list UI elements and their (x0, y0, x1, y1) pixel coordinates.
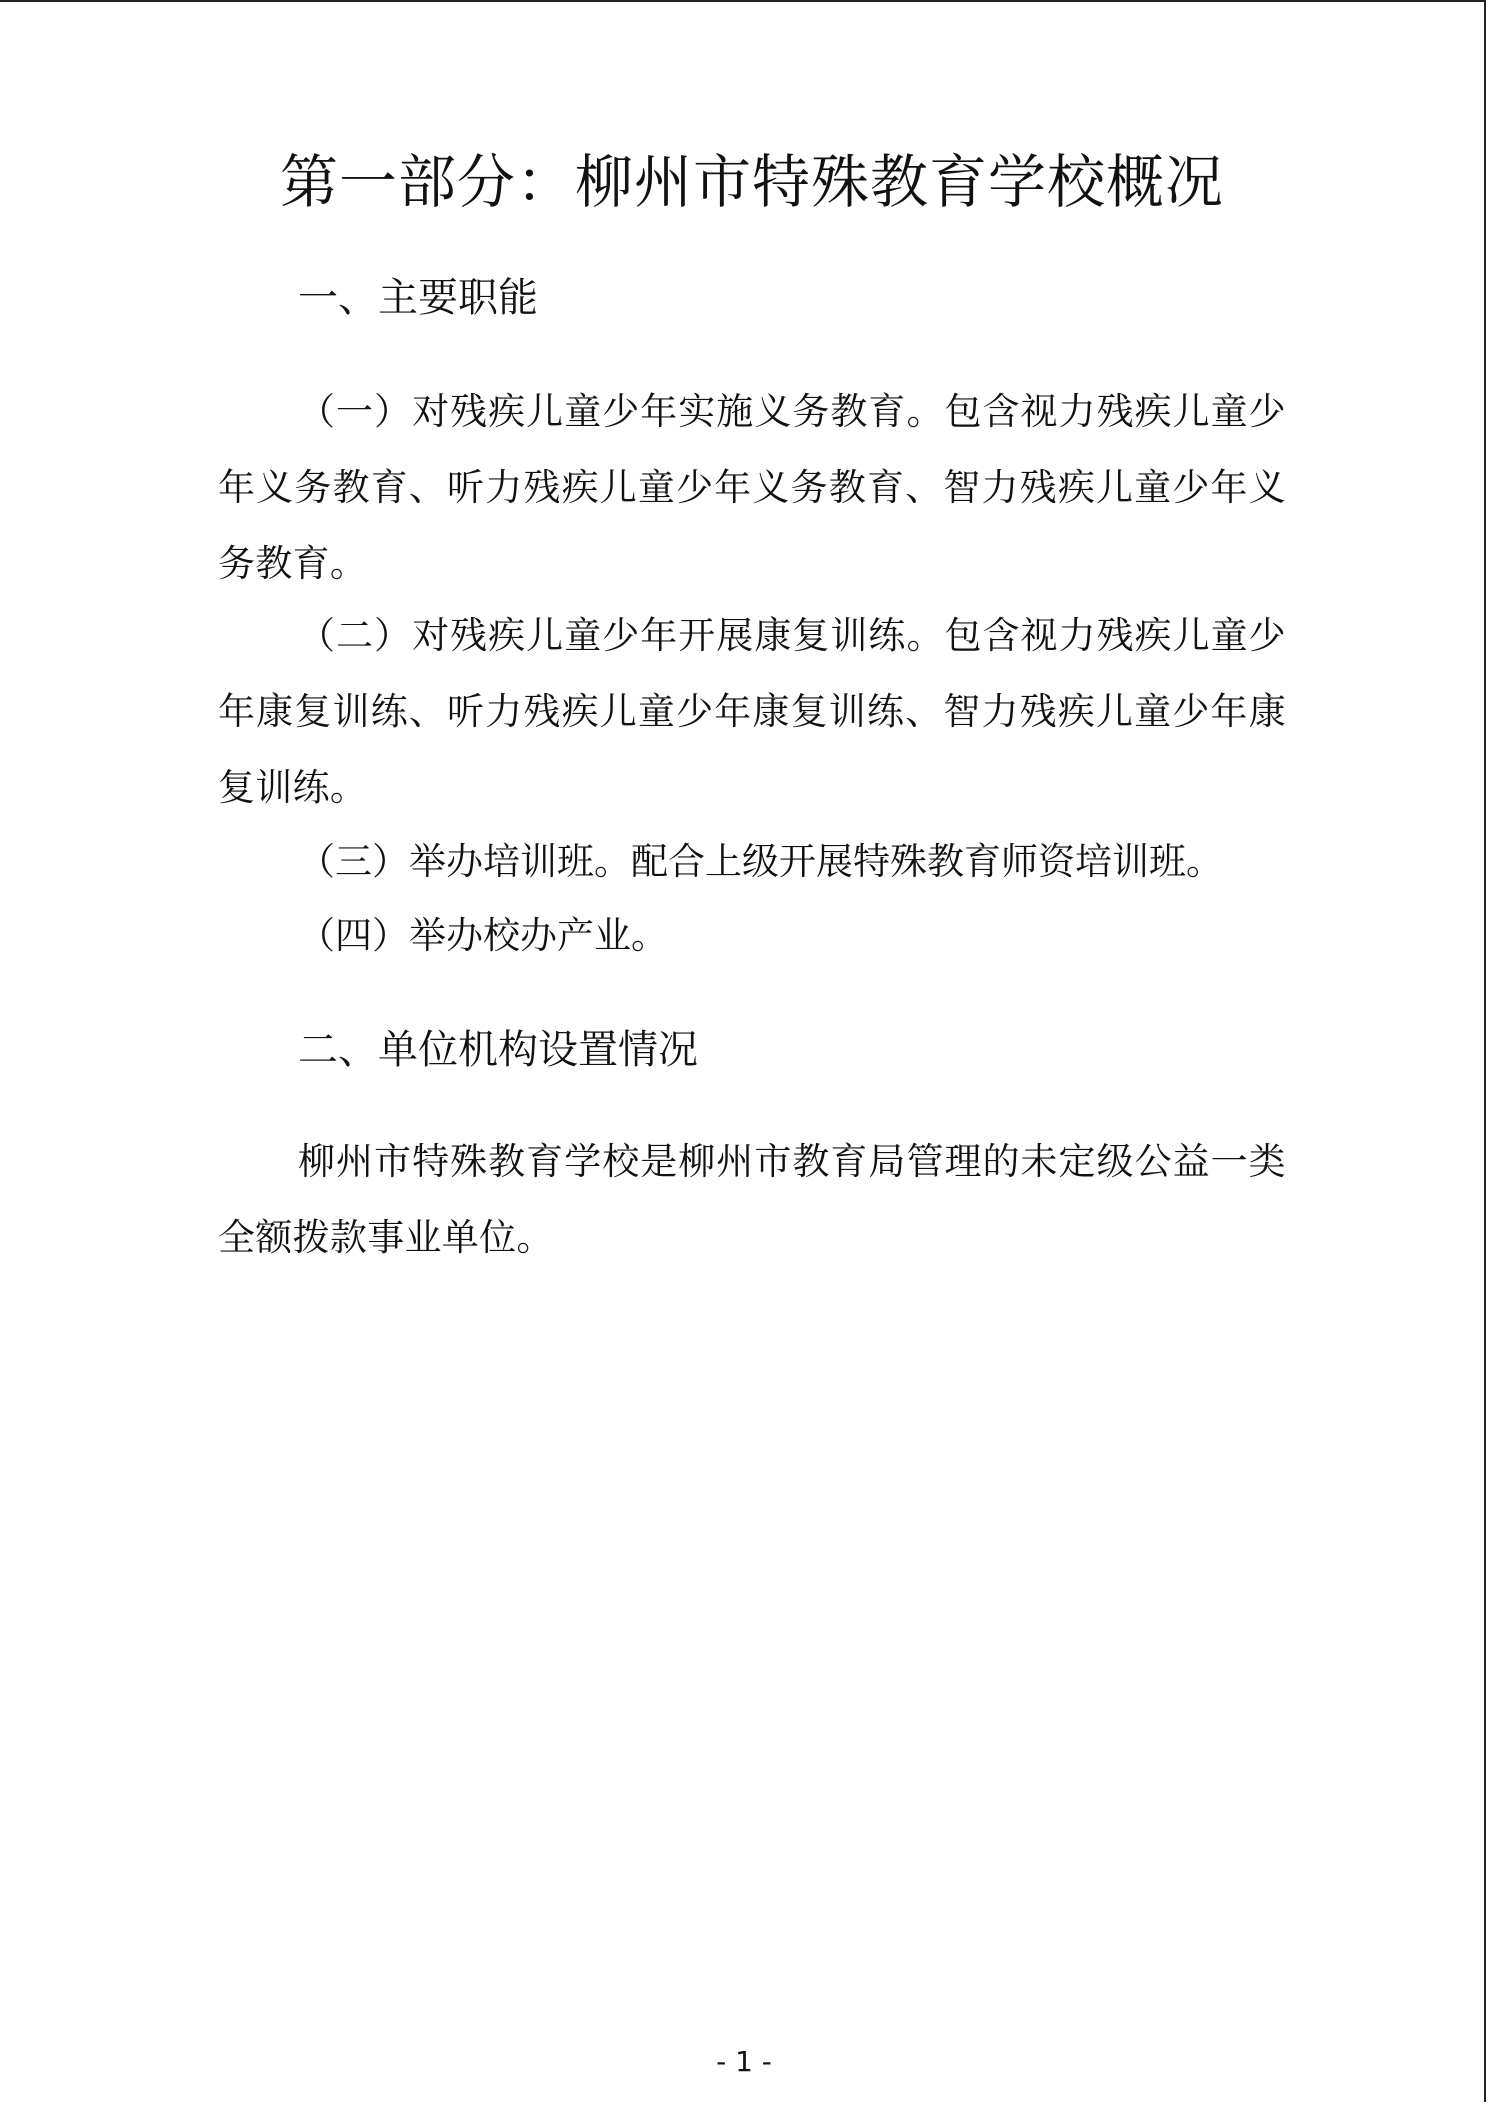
page-number: - 1 - (716, 2045, 772, 2078)
section-heading-main-functions: 一、主要职能 (298, 275, 538, 321)
function-item-2: （二）对残疾儿童少年开展康复训练。包含视力残疾儿童少年康复训练、听力残疾儿童少年康复训练、智力残疾儿童少年康复训练。 (218, 614, 1286, 809)
function-item-1: （一）对残疾儿童少年实施义务教育。包含视力残疾儿童少年义务教育、听力残疾儿童少年义务教育、智力残疾儿童少年义务教育。 (218, 390, 1286, 585)
section-heading-organization: 二、单位机构设置情况 (298, 1027, 698, 1073)
function-item-4: （四）举办校办产业。 (298, 914, 668, 957)
function-item-3: （三）举办培训班。配合上级开展特殊教育师资培训班。 (298, 840, 1223, 883)
organization-description: 柳州市特殊教育学校是柳州市教育局管理的未定级公益一类全额拨款事业单位。 (218, 1140, 1286, 1259)
page-title: 第一部分：柳州市特殊教育学校概况 (279, 148, 1224, 216)
